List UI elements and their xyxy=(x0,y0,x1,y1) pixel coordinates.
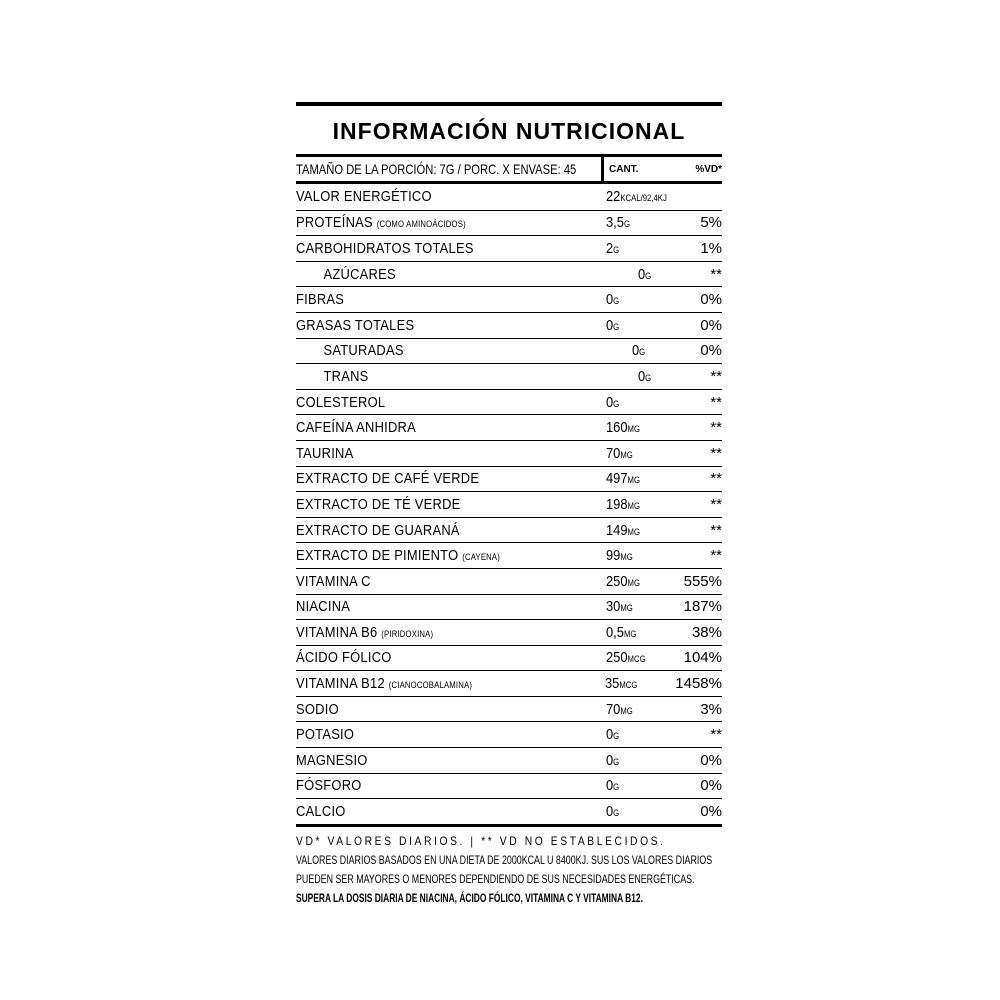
nutrient-label: EXTRACTO DE PIMIENTO xyxy=(296,547,459,565)
nutrient-amount xyxy=(638,266,698,283)
nutrient-name xyxy=(296,803,563,820)
amount-unit: G xyxy=(613,398,620,409)
amount-value: 0 xyxy=(606,751,614,769)
nutrient-row xyxy=(296,363,722,389)
nutrient-rows xyxy=(296,184,722,824)
nutrient-row xyxy=(296,184,722,210)
nutrient-amount xyxy=(606,777,666,794)
nutrient-label: POTASIO xyxy=(296,726,355,744)
nutrient-name xyxy=(296,188,563,205)
nutrient-label: EXTRACTO DE GUARANÁ xyxy=(296,521,460,539)
amount-value: 250 xyxy=(606,572,628,590)
nutrient-amount xyxy=(606,701,666,718)
nutrient-row xyxy=(296,798,722,824)
amount-unit: MG xyxy=(627,526,640,537)
amount-value: 0 xyxy=(606,316,614,334)
nutrient-amount xyxy=(605,675,665,692)
nutrient-amount xyxy=(606,445,666,462)
nutrient-daily-value: 0% xyxy=(700,751,722,769)
nutrient-name xyxy=(296,777,563,794)
nutrient-name xyxy=(296,394,563,411)
nutrient-note: (PIRIDOXINA) xyxy=(381,628,434,639)
nutrient-label: ÁCIDO FÓLICO xyxy=(296,649,392,667)
amount-value: 0,5 xyxy=(606,623,624,641)
nutrient-row xyxy=(296,670,722,696)
nutrient-row xyxy=(296,261,722,287)
nutrient-daily-value: ** xyxy=(710,470,722,488)
nutrient-row xyxy=(296,747,722,773)
nutrient-daily-value: 104% xyxy=(683,649,722,667)
nutrient-daily-value: 0% xyxy=(700,777,722,795)
nutrient-row xyxy=(296,568,722,594)
table-header xyxy=(296,157,722,181)
nutrient-label: VITAMINA B12 xyxy=(296,675,385,693)
nutrient-row xyxy=(296,721,722,747)
nutrient-label: GRASAS TOTALES xyxy=(296,316,415,334)
nutrient-amount xyxy=(606,419,666,436)
amount-unit: G xyxy=(613,296,620,307)
nutrient-amount xyxy=(606,317,666,334)
amount-unit: G xyxy=(645,372,652,383)
nutrient-amount xyxy=(606,752,666,769)
footer-diet-note: VALORES DIARIOS BASADOS EN UNA DIETA DE 2000KCAL U 8400KJ. SUS LOS VALORES DIARIOS xyxy=(296,852,713,867)
nutrient-name xyxy=(296,522,563,539)
amount-value: 250 xyxy=(606,649,628,667)
amount-value: 70 xyxy=(606,700,621,718)
amount-value: 30 xyxy=(606,598,621,616)
amount-value: 0 xyxy=(606,393,614,411)
nutrient-name xyxy=(296,726,563,743)
amount-value: 160 xyxy=(606,419,628,437)
nutrient-label: NIACINA xyxy=(296,598,351,616)
nutrient-name xyxy=(296,649,563,666)
nutrient-label: AZÚCARES xyxy=(323,265,396,283)
nutrient-daily-value: 3% xyxy=(700,700,722,718)
nutrient-row xyxy=(296,491,722,517)
nutrient-row xyxy=(296,210,722,236)
amount-value: 0 xyxy=(606,777,614,795)
nutrient-label: TAURINA xyxy=(296,444,354,462)
nutrient-daily-value: ** xyxy=(710,419,722,437)
nutrient-name xyxy=(296,547,563,564)
nutrient-label: FIBRAS xyxy=(296,291,345,309)
amount-unit: MG xyxy=(620,449,633,460)
nutrient-row xyxy=(296,389,722,415)
nutrition-facts-panel xyxy=(296,102,722,908)
amount-unit: MG xyxy=(627,500,640,511)
amount-unit: G xyxy=(645,270,652,281)
amount-value: 2 xyxy=(606,239,614,257)
nutrient-label: MAGNESIO xyxy=(296,751,368,769)
amount-unit: G xyxy=(638,347,645,358)
amount-unit: MG xyxy=(627,577,640,588)
nutrient-label: CALCIO xyxy=(296,803,346,821)
header-separator xyxy=(601,157,604,181)
amount-value: 0 xyxy=(638,265,646,283)
nutrient-row xyxy=(296,338,722,364)
nutrient-daily-value: ** xyxy=(710,444,722,462)
nutrient-row xyxy=(296,696,722,722)
amount-value: 99 xyxy=(606,547,621,565)
footer-notes xyxy=(296,827,722,908)
nutrient-label: FÓSFORO xyxy=(296,777,362,795)
nutrient-row xyxy=(296,773,722,799)
nutrient-amount xyxy=(606,470,666,487)
amount-unit: KCAL/92,4KJ xyxy=(620,193,667,204)
nutrient-amount xyxy=(638,368,698,385)
nutrient-amount xyxy=(606,214,666,231)
amount-unit: MG xyxy=(627,475,640,486)
nutrient-amount xyxy=(606,291,666,308)
nutrient-daily-value: 555% xyxy=(683,572,722,590)
nutrient-name xyxy=(296,368,590,385)
amount-unit: G xyxy=(613,244,620,255)
nutrient-row xyxy=(296,312,722,338)
nutrient-row xyxy=(296,645,722,671)
nutrient-amount xyxy=(606,547,666,564)
nutrient-label: SODIO xyxy=(296,700,339,718)
nutrient-label: TRANS xyxy=(323,367,369,385)
footer-warning: SUPERA LA DOSIS DIARIA DE NIACINA, ÁCIDO FÓLICO, VITAMINA C Y VITAMINA B12. xyxy=(296,890,643,905)
nutrient-row xyxy=(296,517,722,543)
nutrient-amount xyxy=(606,649,666,666)
nutrient-label: EXTRACTO DE TÉ VERDE xyxy=(296,495,461,513)
nutrient-row xyxy=(296,619,722,645)
nutrient-label: VITAMINA B6 xyxy=(296,623,378,641)
amount-value: 497 xyxy=(606,470,628,488)
nutrient-amount xyxy=(606,240,666,257)
nutrient-daily-value: ** xyxy=(710,367,722,385)
nutrient-row xyxy=(296,542,722,568)
nutrient-name xyxy=(296,419,563,436)
amount-unit: MCG xyxy=(619,680,638,691)
nutrient-daily-value: ** xyxy=(710,521,722,539)
nutrient-name xyxy=(296,598,563,615)
serving-size-label: TAMAÑO DE LA PORCIÓN: 7G / PORC. X ENVASE: 45 xyxy=(296,161,577,177)
nutrient-row xyxy=(296,466,722,492)
nutrient-name xyxy=(296,701,563,718)
nutrient-amount xyxy=(606,496,666,513)
nutrient-name xyxy=(296,291,563,308)
amount-value: 149 xyxy=(606,521,628,539)
nutrient-name xyxy=(296,496,563,513)
amount-unit: G xyxy=(613,321,620,332)
nutrient-daily-value: ** xyxy=(710,393,722,411)
nutrient-daily-value: 0% xyxy=(700,316,722,334)
amount-value: 22 xyxy=(606,188,621,206)
amount-unit: G xyxy=(613,808,620,819)
amount-value: 0 xyxy=(638,367,646,385)
amount-value: 0 xyxy=(631,342,639,360)
nutrient-daily-value: ** xyxy=(710,495,722,513)
nutrient-daily-value: ** xyxy=(710,726,722,744)
amount-unit: MG xyxy=(620,705,633,716)
nutrient-amount xyxy=(606,394,666,411)
nutrient-name xyxy=(296,342,585,359)
amount-value: 0 xyxy=(606,291,614,309)
nutrient-daily-value: 0% xyxy=(700,342,722,360)
nutrient-label: EXTRACTO DE CAFÉ VERDE xyxy=(296,470,480,488)
nutrient-label: PROTEÍNAS xyxy=(296,214,373,232)
nutrient-daily-value: ** xyxy=(710,547,722,565)
amount-value: 0 xyxy=(606,803,614,821)
amount-value: 70 xyxy=(606,444,621,462)
nutrient-daily-value: 0% xyxy=(700,803,722,821)
amount-value: 198 xyxy=(606,495,628,513)
nutrient-label: VALOR ENERGÉTICO xyxy=(296,188,432,206)
amount-value: 35 xyxy=(605,675,620,693)
nutrient-daily-value: 1% xyxy=(700,239,722,257)
nutrient-amount xyxy=(606,803,666,820)
nutrient-note: (COMO AMINOÁCIDOS) xyxy=(376,219,466,230)
nutrient-daily-value: 38% xyxy=(691,623,722,641)
nutrient-amount xyxy=(606,624,666,641)
amount-value: 3,5 xyxy=(606,214,624,232)
nutrient-label: CARBOHIDRATOS TOTALES xyxy=(296,239,474,257)
nutrient-daily-value: 1458% xyxy=(675,675,722,693)
nutrient-name xyxy=(296,317,563,334)
nutrient-daily-value: 187% xyxy=(683,598,722,616)
amount-unit: MG xyxy=(627,424,640,435)
nutrient-row xyxy=(296,440,722,466)
nutrient-row xyxy=(296,235,722,261)
nutrient-name xyxy=(296,445,563,462)
nutrient-name xyxy=(296,573,563,590)
nutrient-amount xyxy=(632,342,691,359)
nutrient-amount xyxy=(606,726,666,743)
nutrient-label: VITAMINA C xyxy=(296,572,371,590)
nutrient-note: (CIANOCOBALAMINA) xyxy=(388,680,473,691)
amount-unit: G xyxy=(613,731,620,742)
nutrient-name xyxy=(296,624,563,641)
nutrient-name xyxy=(296,470,563,487)
nutrient-name xyxy=(296,266,590,283)
nutrient-daily-value: ** xyxy=(710,265,722,283)
nutrient-name xyxy=(296,240,563,257)
nutrient-row xyxy=(296,286,722,312)
nutrient-name xyxy=(296,675,562,692)
nutrient-amount xyxy=(606,522,666,539)
amount-column-header: CANT. xyxy=(609,163,639,175)
amount-unit: G xyxy=(613,756,620,767)
amount-unit: MG xyxy=(620,552,633,563)
amount-unit: MG xyxy=(623,628,637,639)
panel-title: INFORMACIÓN NUTRICIONAL xyxy=(332,118,686,144)
nutrient-row xyxy=(296,594,722,620)
footer-legend: VD* VALORES DIARIOS. | ** VD NO ESTABLECIDOS. xyxy=(296,833,666,848)
footer-energy-note: PUEDEN SER MAYORES O MENORES DEPENDIENDO DE SUS NECESIDADES ENERGÉTICAS. xyxy=(296,871,695,886)
amount-value: 0 xyxy=(606,726,614,744)
amount-unit: G xyxy=(623,219,630,230)
amount-unit: G xyxy=(613,782,620,793)
nutrient-label: SATURADAS xyxy=(323,342,404,360)
amount-unit: MG xyxy=(620,603,633,614)
daily-value-column-header: %VD* xyxy=(695,163,722,175)
nutrient-row xyxy=(296,414,722,440)
nutrient-name xyxy=(296,752,563,769)
nutrient-name xyxy=(296,214,563,231)
nutrient-daily-value: 0% xyxy=(700,291,722,309)
nutrient-label: COLESTEROL xyxy=(296,393,386,411)
nutrient-note: (CAYENA) xyxy=(462,552,501,563)
nutrient-amount xyxy=(606,573,666,590)
nutrient-label: CAFEÍNA ANHIDRA xyxy=(296,419,416,437)
nutrient-amount xyxy=(606,188,666,205)
nutrient-amount xyxy=(606,598,666,615)
amount-unit: MCG xyxy=(627,654,646,665)
nutrient-daily-value: 5% xyxy=(700,214,722,232)
